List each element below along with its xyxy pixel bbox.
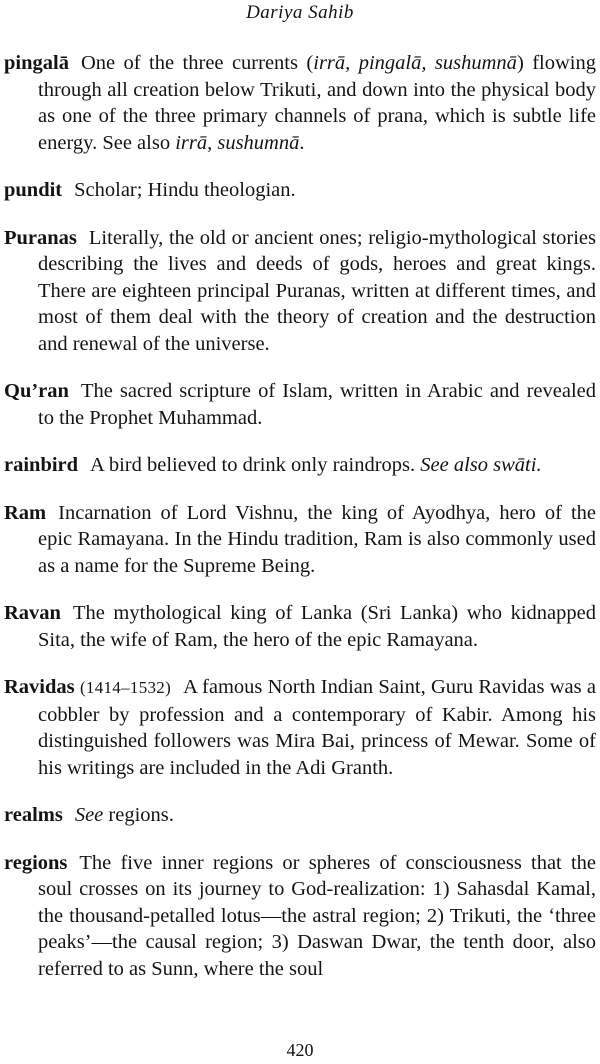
- page-number: 420: [286, 1040, 314, 1060]
- definition-text: The sacred scripture of Islam, written in Arabic and revealed to the Prophet Muhammad.: [38, 380, 596, 429]
- entry-term: pundit: [4, 179, 63, 201]
- entry-term: Ravidas: [4, 676, 75, 698]
- definition-text: .: [299, 131, 305, 154]
- entry-dates: (1414–1532): [79, 678, 172, 697]
- definition-italic-text: irrā, pingalā, sushumnā: [313, 52, 517, 74]
- definition-text: Incarnation of Lord Vishnu, the king of Ayodhya, hero of the epic Ramayana. In the Hindu tradition, Ram is also commonly used as a name for the Supreme Being.: [38, 501, 596, 577]
- definition-italic-text: irrā, sushumnā: [175, 131, 300, 154]
- entry-term: Ram: [4, 501, 47, 524]
- glossary-entry: [4, 600, 596, 653]
- glossary-entry: [4, 802, 596, 829]
- definition-text: A famous North Indian Saint, Guru Ravidas was a cobbler by profession and a contemporary of Kabir. Among his distinguished followers was Mira Bai, princess of Mewar. Some of his writings are included in the Adi Granth.: [38, 676, 596, 779]
- definition-text: The five inner regions or spheres of consciousness that the soul crosses on its journey to God-realization: 1) Sahasdal Kamal, the thousand-petalled lotus—the astral region; 2) Trikuti, the ‘three peaks’—the causal region; 3) Daswan Dwar, the tenth door, also referred to as Sunn, where the soul: [38, 851, 596, 980]
- glossary-entry: [4, 50, 596, 156]
- definition-italic-text: See also swāti.: [420, 454, 542, 476]
- definition-text: The mythological king of Lanka (Sri Lanka) who kidnapped Sita, the wife of Ram, the hero of the epic Ramayana.: [38, 602, 596, 651]
- glossary-entry: [4, 378, 596, 431]
- entry-term: regions: [4, 851, 68, 874]
- entry-term: Ravan: [4, 602, 61, 624]
- definition-text: Literally, the old or ancient ones; religio-mythological stories describing the lives and deeds of gods, heroes and great kings. There are eighteen principal Puranas, written at different times, and most of them deal with the theory of creation and the destruction and renewal of the universe.: [38, 226, 596, 355]
- entry-term: realms: [4, 804, 63, 826]
- glossary-entry: [4, 850, 596, 983]
- glossary-entry: [4, 500, 596, 580]
- definition-text: One of the three currents (: [80, 52, 314, 74]
- entry-term: Puranas: [4, 226, 77, 249]
- glossary-entry: [4, 225, 596, 358]
- glossary-entry: [4, 177, 596, 204]
- definition-text: ) flowing through all creation below Trikuti, and down into the physical body as one of the three primary channels of prana, which is subtle life energy. See also: [38, 52, 596, 154]
- definition-italic-text: See: [74, 804, 104, 826]
- running-head: Dariya Sahib: [246, 2, 354, 23]
- glossary-entries: [4, 50, 596, 1003]
- glossary-entry: [4, 674, 596, 781]
- glossary-entry: [4, 452, 596, 479]
- entry-term: pingalā: [4, 52, 69, 74]
- definition-text: Scholar; Hindu theologian.: [74, 179, 296, 201]
- definition-text: regions.: [103, 804, 174, 826]
- definition-text: A bird believed to drink only raindrops.: [90, 454, 421, 476]
- entry-term: Qu’ran: [4, 380, 69, 402]
- entry-term: rainbird: [4, 454, 79, 476]
